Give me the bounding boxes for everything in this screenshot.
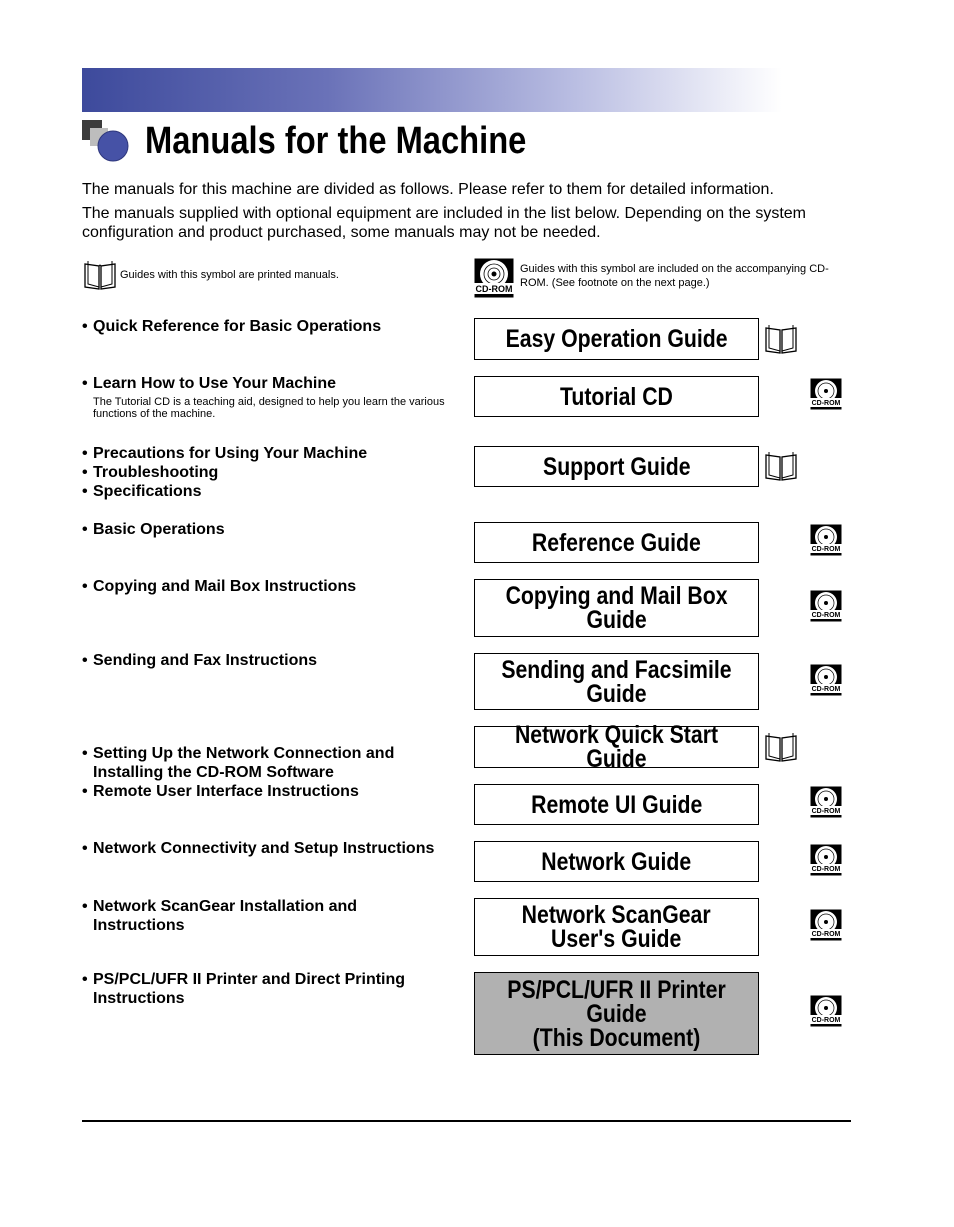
svg-text:CD-ROM: CD-ROM <box>811 866 841 873</box>
cd-rom-icon <box>474 258 514 298</box>
cd-rom-icon <box>810 378 842 410</box>
printed-manual-book-icon <box>82 258 118 291</box>
svg-text:CD-ROM: CD-ROM <box>811 931 841 938</box>
cd-rom-icon <box>810 590 842 622</box>
topic-remote-ui: • Remote User Interface Instructions <box>82 783 359 800</box>
topic-network-setup: • Setting Up the Network Connection and Installing the CD-ROM Software <box>82 745 395 781</box>
guide-box-sending: Sending and Facsimile Guide <box>474 653 759 710</box>
guide-box-remote-ui: Remote UI Guide <box>474 784 759 825</box>
topic-copying: • Copying and Mail Box Instructions <box>82 578 357 595</box>
svg-text:CD-ROM: CD-ROM <box>811 612 841 619</box>
book-icon <box>763 449 799 482</box>
section-title-icon <box>80 118 130 164</box>
page-title: Manuals for the Machine <box>145 120 527 162</box>
legend-cd-text: Guides with this symbol are included on the accompanying CD-ROM. (See footnote on the next page.) <box>520 263 829 289</box>
tutorial-cd-note: The Tutorial CD is a teaching aid, designed to help you learn the various functions of the machine. <box>93 396 445 420</box>
topic-learn-how: • Learn How to Use Your Machine <box>82 375 337 392</box>
cd-rom-label: CD-ROM <box>475 284 513 294</box>
svg-text:CD-ROM: CD-ROM <box>811 808 841 815</box>
guide-box-tutorial-cd: Tutorial CD <box>474 376 759 417</box>
book-icon <box>763 730 799 763</box>
guide-box-reference: Reference Guide <box>474 522 759 563</box>
guide-box-support: Support Guide <box>474 446 759 487</box>
intro-paragraph-1: The manuals for this machine are divided as follows. Please refer to them for detailed information. <box>82 181 774 198</box>
intro-paragraph-2: The manuals supplied with optional equipment are included in the list below. Depending on the system configuration and product purchased, some manuals may not be needed. <box>82 205 806 241</box>
svg-text:CD-ROM: CD-ROM <box>811 686 841 693</box>
guide-box-network: Network Guide <box>474 841 759 882</box>
cd-rom-icon <box>810 664 842 696</box>
topic-sending: • Sending and Fax Instructions <box>82 652 318 669</box>
header-band <box>82 68 782 112</box>
svg-text:CD-ROM: CD-ROM <box>811 400 841 407</box>
guide-box-scangear: Network ScanGear User's Guide <box>474 898 759 956</box>
svg-text:CD-ROM: CD-ROM <box>811 546 841 553</box>
svg-text:CD-ROM: CD-ROM <box>811 1017 841 1024</box>
book-icon <box>763 322 799 355</box>
cd-rom-icon <box>810 786 842 818</box>
topic-support: • Precautions for Using Your Machine • Troubleshooting • Specifications <box>82 445 368 500</box>
guide-box-network-quick-start: Network Quick Start Guide <box>474 726 759 768</box>
guide-box-copying: Copying and Mail Box Guide <box>474 579 759 637</box>
cd-rom-icon <box>810 909 842 941</box>
topic-printer: • PS/PCL/UFR II Printer and Direct Printing Instructions <box>82 971 406 1007</box>
topic-network-connectivity: • Network Connectivity and Setup Instructions <box>82 840 435 857</box>
cd-rom-icon <box>810 524 842 556</box>
topic-quick-reference: • Quick Reference for Basic Operations <box>82 318 382 335</box>
cd-rom-icon <box>810 995 842 1027</box>
topic-basic-operations: • Basic Operations <box>82 521 225 538</box>
footer-rule <box>82 1120 851 1122</box>
legend-book-text: Guides with this symbol are printed manuals. <box>120 269 339 281</box>
topic-scangear: • Network ScanGear Installation and Instructions <box>82 898 358 934</box>
guide-box-easy-operation: Easy Operation Guide <box>474 318 759 360</box>
cd-rom-icon <box>810 844 842 876</box>
guide-box-printer-this-document: PS/PCL/UFR II Printer Guide (This Document) <box>474 972 759 1055</box>
